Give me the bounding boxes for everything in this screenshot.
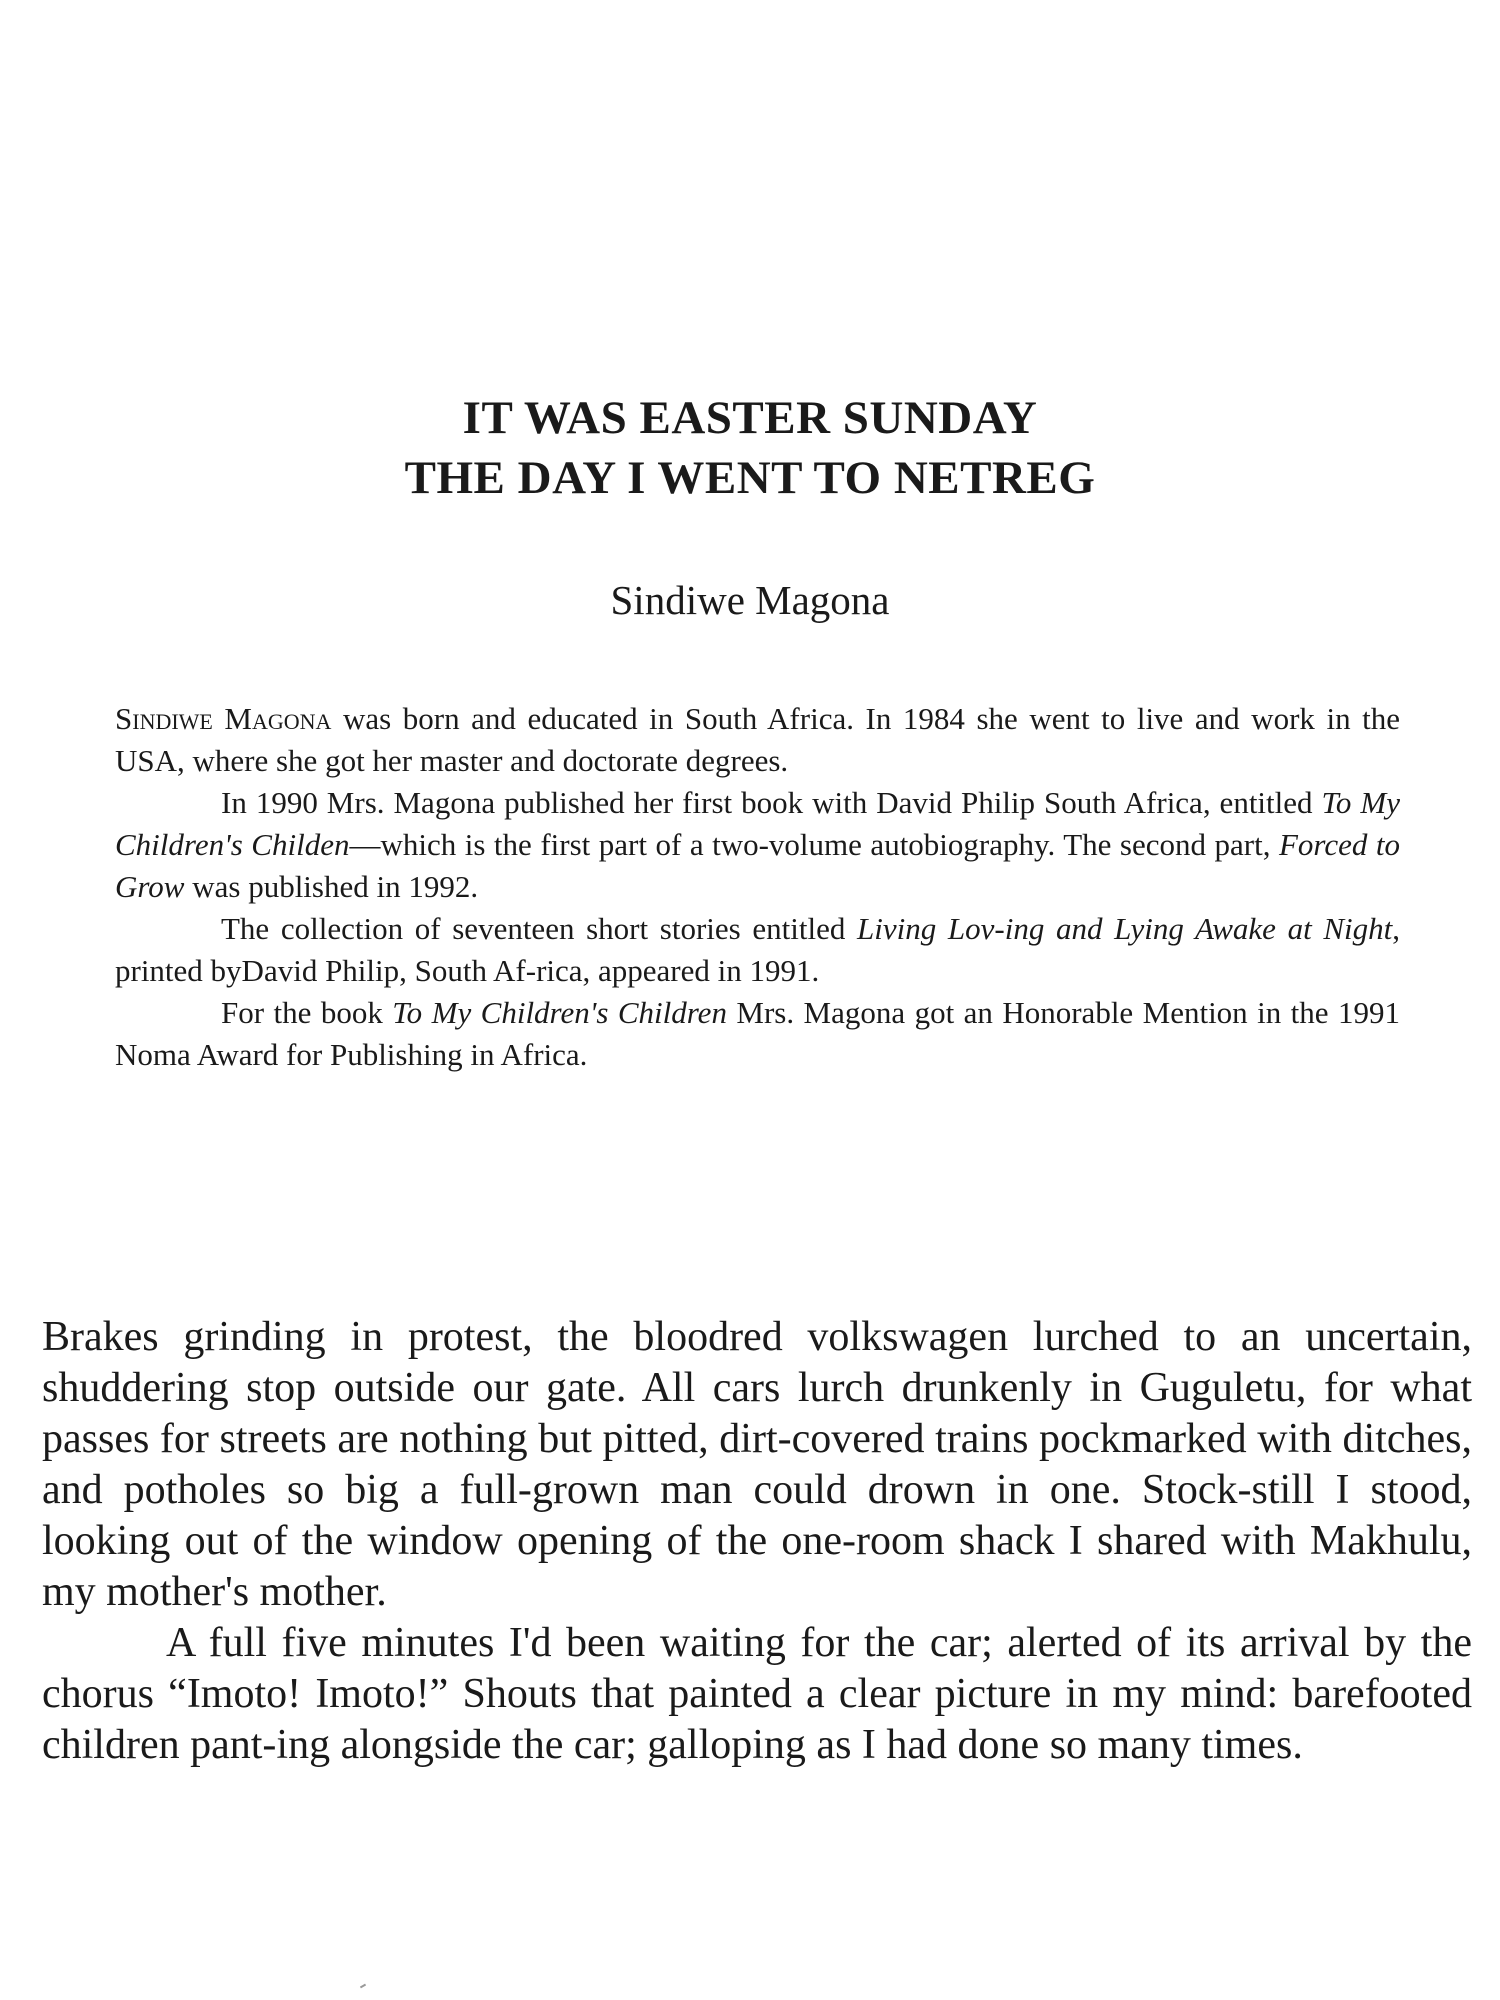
story-paragraph-2: A full five minutes I'd been waiting for the car; alerted of its arrival by the chorus “Imoto! Imoto!” Shouts that painted a clear picture in my mind: barefooted children pant-ing alongside the car; galloping as I had done so many times.	[42, 1620, 1472, 1768]
bio-text: —which is the first part of a two-volume autobiography. The second part,	[349, 827, 1279, 862]
bio-text: was born and educated in South Africa. In 1984 she went to live and work in the USA, where she got her master and doctorate degrees.	[115, 701, 1400, 778]
title-line-2: THE DAY I WENT TO NETREG	[404, 452, 1096, 504]
bio-paragraph-2	[115, 782, 1400, 908]
bio-paragraph-4	[115, 992, 1400, 1076]
book-title: To My Children's Childen	[115, 785, 1400, 862]
book-title: To My Children's Children	[392, 995, 727, 1030]
bio-text: was published in 1992.	[184, 869, 479, 904]
bio-text: In 1990 Mrs. Magona published her first book with David Philip South Africa, entitled	[221, 785, 1322, 820]
author-name: Sindiwe Magona	[610, 577, 890, 623]
book-title: Living Lov-ing and Lying Awake at Night	[857, 911, 1393, 946]
title-line-1: IT WAS EASTER SUNDAY	[462, 392, 1038, 444]
bio-text: The collection of seventeen short stories entitled	[221, 911, 858, 946]
story-paragraph-1: Brakes grinding in protest, the bloodred volkswagen lurched to an uncertain, shuddering stop outside our gate. All cars lurch drunkenly in Guguletu, for what passes for streets are nothing but pitted, dirt-covered trains pockmarked with ditches, and potholes so big a full-grown man could drown in one. Stock-still I stood, looking out of the window opening of the one-room shack I shared with Makhulu, my mother's mother.	[42, 1314, 1472, 1615]
bio-paragraph-1	[115, 698, 1400, 782]
author-biography	[115, 698, 1400, 1076]
story-title	[0, 388, 1500, 508]
story-body	[42, 1312, 1472, 1771]
bio-text: For the book	[221, 995, 393, 1030]
book-title: Forced to Grow	[115, 827, 1400, 904]
bio-paragraph-3	[115, 908, 1400, 992]
scan-speck	[360, 1984, 366, 1989]
bio-text: Mrs. Magona got an Honorable Mention in the 1991 Noma Award for Publishing in Africa.	[115, 995, 1401, 1072]
bio-author-name: Sindiwe Magona	[115, 701, 332, 736]
bio-text: , printed byDavid Philip, South Af-rica, appeared in 1991.	[115, 911, 1400, 988]
